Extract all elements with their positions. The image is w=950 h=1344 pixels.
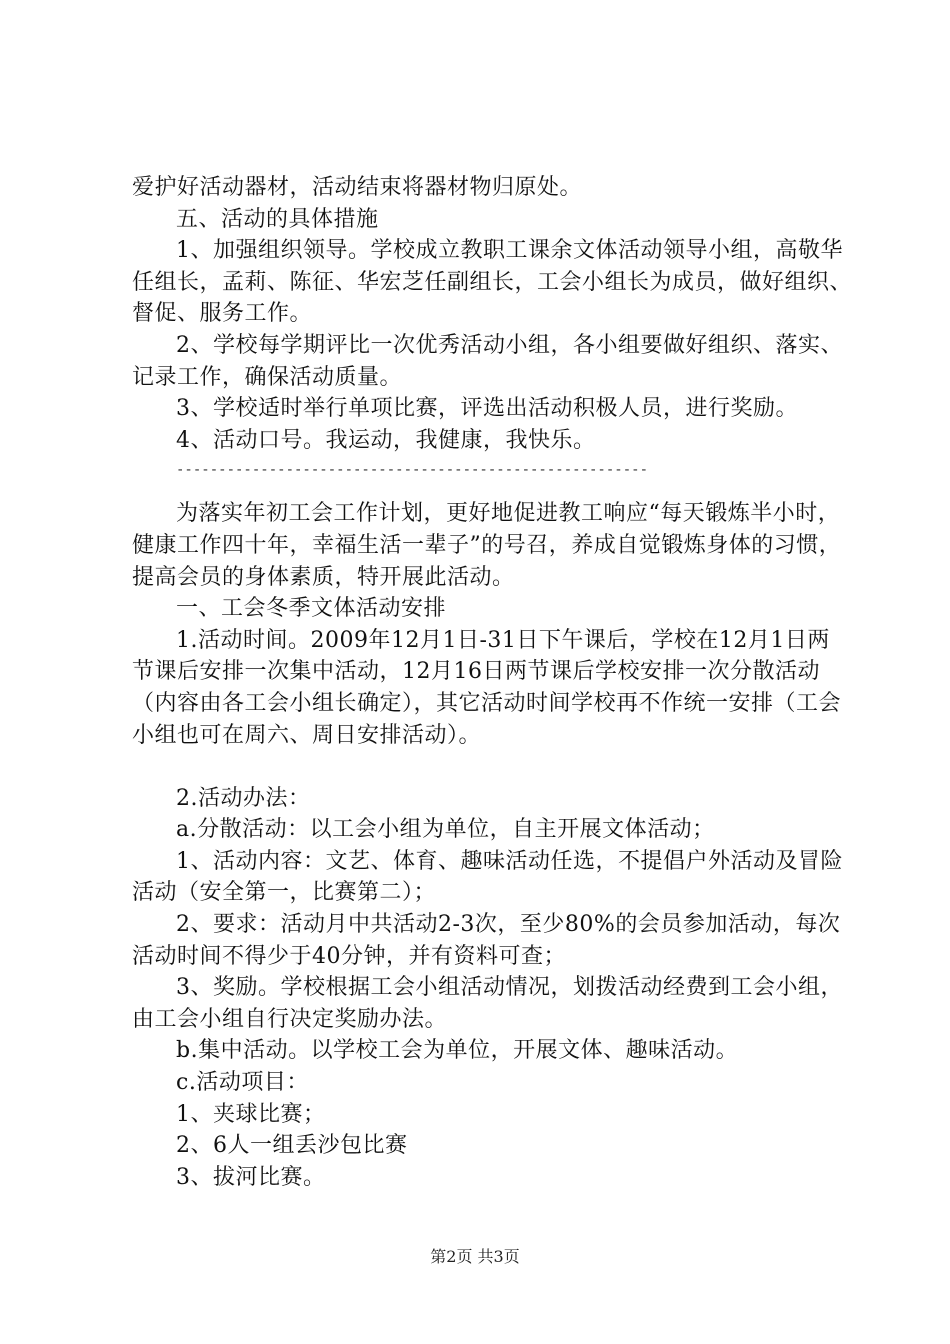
list-item: 2、6人一组丢沙包比赛 xyxy=(176,1133,408,1159)
paragraph-measure-2: 2、学校每学期评比一次优秀活动小组，各小组要做好组织、落实、记录工作，确保活动质量。 xyxy=(132,332,843,390)
list-item: 3、拔河比赛。 xyxy=(176,1164,326,1190)
paragraph-rewards: 3、奖励。学校根据工会小组活动情况，划拨活动经费到工会小组，由工会小组自行决定奖励办法。 xyxy=(132,975,843,1032)
separator-line: -------------------------------------------------------- xyxy=(176,462,649,479)
paragraph-activity-content: 1、活动内容：文艺、体育、趣味活动任选，不提倡户外活动及冒险活动（安全第一，比赛第二）； xyxy=(132,848,843,906)
page-number-footer: 第2页 共3页 xyxy=(430,1247,520,1266)
paragraph-requirements: 2、要求：活动月中共活动2-3次，至少80%的会员参加活动，每次活动时间不得少于40分钟，并有资料可查； xyxy=(132,912,841,969)
blank-line xyxy=(132,751,852,783)
paragraph-intro: 为落实年初工会工作计划，更好地促进教工响应“每天锻炼半小时，健康工作四十年，幸福生活一辈子”的号召，养成自觉锻炼身体的习惯，提高会员的身体素质，特开展此活动。 xyxy=(132,501,842,590)
paragraph-distributed-activity: a.分散活动：以工会小组为单位，自主开展文体活动； xyxy=(176,817,715,843)
paragraph-measure-1: 1、加强组织领导。学校成立教职工课余文体活动领导小组，高敬华任组长，孟莉、陈征、华宏芝任副组长，工会小组长为成员，做好组织、督促、服务工作。 xyxy=(132,238,853,327)
section-heading-winter-activities: 一、工会冬季文体活动安排 xyxy=(176,596,447,622)
paragraph-measure-4: 4、活动口号。我运动，我健康，我快乐。 xyxy=(176,427,596,453)
paragraph-centralized-activity: b.集中活动。以学校工会为单位，开展文体、趣味活动。 xyxy=(176,1038,739,1064)
section-heading-measures: 五、活动的具体措施 xyxy=(176,206,379,232)
paragraph-activity-items: c.活动项目： xyxy=(176,1070,309,1096)
paragraph-measure-3: 3、学校适时举行单项比赛，评选出活动积极人员，进行奖励。 xyxy=(176,396,798,422)
document-body xyxy=(132,172,852,1193)
paragraph-activity-time: 1.活动时间。2009年12月1日-31日下午课后，学校在12月1日两节课后安排一次集中活动，12月16日两节课后学校安排一次分散活动（内容由各工会小组长确定），其它活动时间学校再不作统一安排（工会小组也可在周六、周日安排活动）。 xyxy=(132,627,842,748)
list-item: 1、夹球比赛； xyxy=(176,1101,326,1127)
paragraph-continuation: 爱护好活动器材，活动结束将器材物归原处。 xyxy=(132,175,583,200)
paragraph-activity-methods: 2.活动办法： xyxy=(176,785,311,811)
